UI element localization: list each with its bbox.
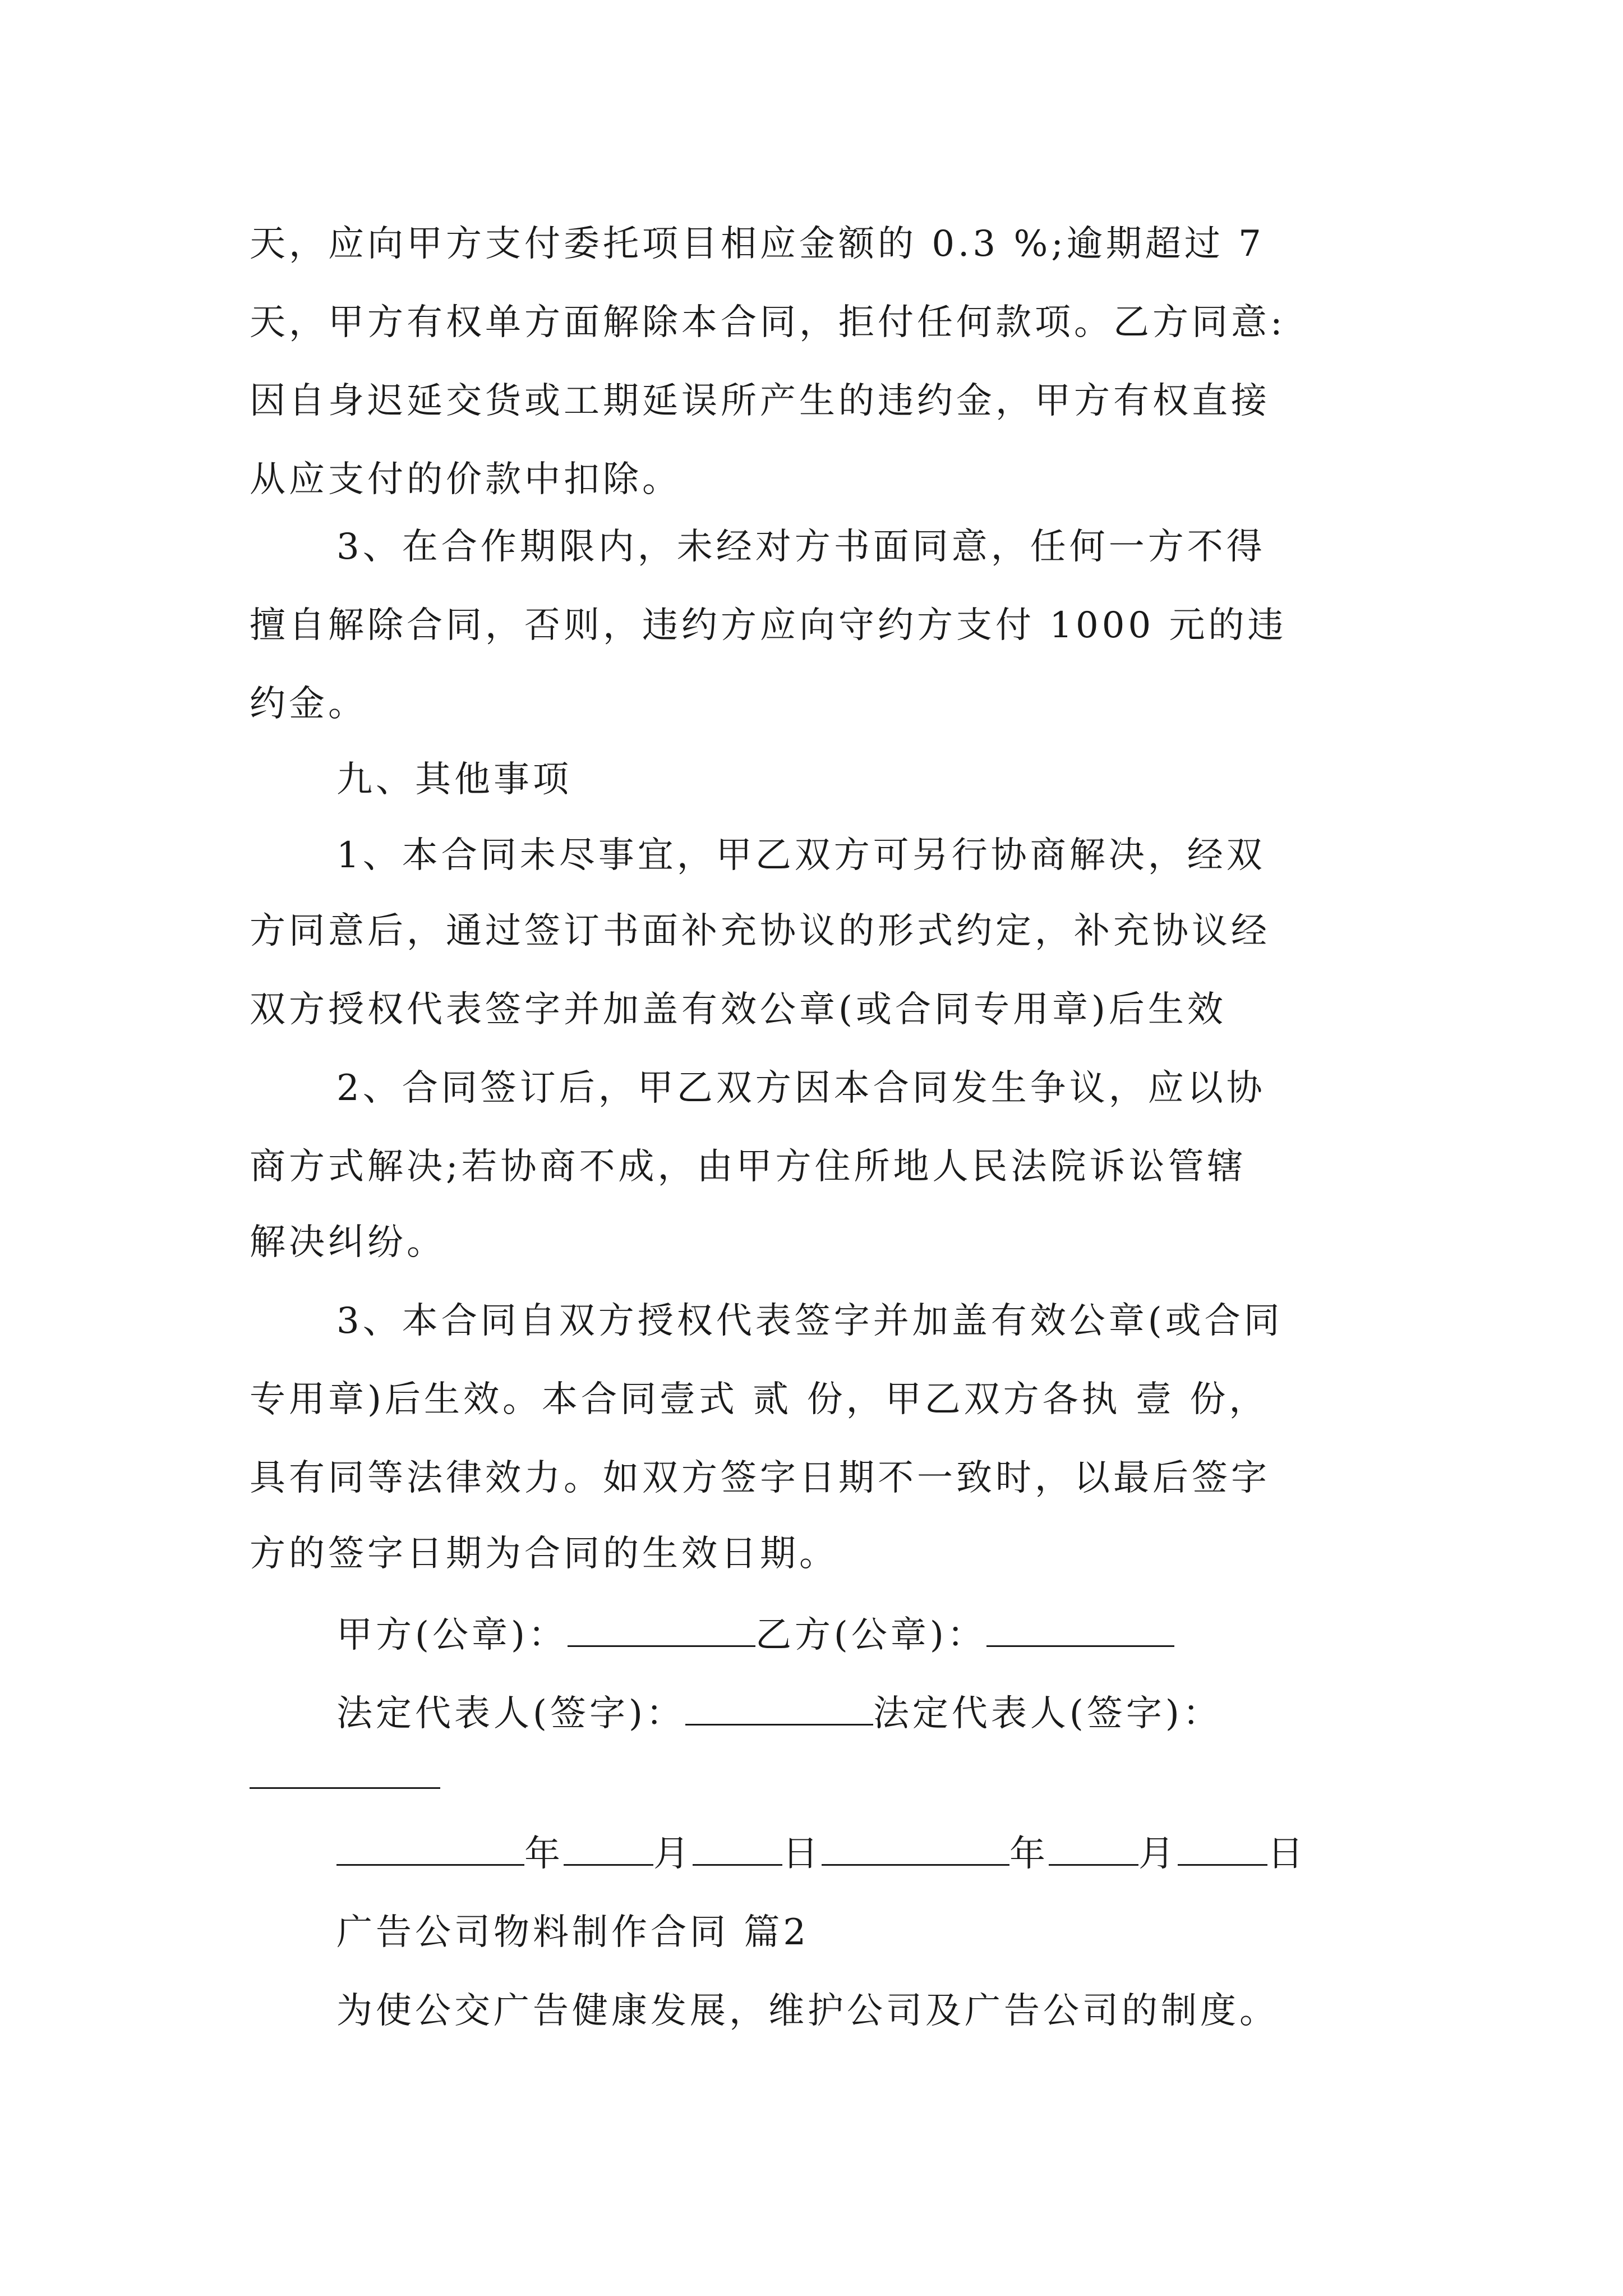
year-label-a: 年: [524, 1833, 564, 1875]
clause-line: 1、本合同未尽事宜，甲乙双方可另行协商解决，经双: [336, 835, 1266, 876]
clause-line: 3、在合作期限内，未经对方书面同意，任何一方不得: [336, 526, 1266, 568]
paragraph-line: 因自身迟延交货或工期延误所产生的违约金，甲方有权直接: [250, 380, 1270, 422]
signature-row-rep: [336, 1688, 1222, 1739]
party-a-seal-blank: [568, 1614, 755, 1647]
party-b-seal-label: 乙方(公章)：: [755, 1614, 986, 1656]
month-label-a: 月: [653, 1833, 693, 1875]
party-a-seal-label: 甲方(公章)：: [336, 1614, 568, 1656]
paragraph-line: 解决纠纷。: [250, 1222, 446, 1263]
party-b-rep-blank: [250, 1787, 440, 1789]
month-blank-b: [1049, 1833, 1138, 1866]
day-label-a: 日: [782, 1833, 822, 1875]
day-blank-b: [1178, 1833, 1267, 1866]
signature-row-seal: [336, 1610, 1174, 1660]
party-a-rep-blank: [685, 1692, 873, 1726]
paragraph-line: 专用章)后生效。本合同壹式 贰 份，甲乙双方各执 壹 份，: [250, 1379, 1269, 1420]
paragraph-line: 为使公交广告健康发展，维护公司及广告公司的制度。: [336, 1990, 1279, 2032]
party-b-rep-label: 法定代表人(签字)：: [873, 1693, 1222, 1734]
year-blank-b: [822, 1833, 1009, 1866]
party-a-rep-label: 法定代表人(签字)：: [336, 1693, 685, 1734]
day-blank-a: [693, 1833, 782, 1866]
month-blank-a: [564, 1833, 653, 1866]
clause-line: 2、合同签订后，甲乙双方因本合同发生争议，应以协: [336, 1068, 1266, 1109]
paragraph-line: 天，甲方有权单方面解除本合同，拒付任何款项。乙方同意:: [250, 302, 1286, 343]
month-label-b: 月: [1138, 1833, 1178, 1875]
clause-line: 3、本合同自双方授权代表签字并加盖有效公章(或合同: [336, 1300, 1283, 1342]
section-heading: 九、其他事项: [336, 759, 572, 800]
paragraph-line: 从应支付的价款中扣除。: [250, 459, 681, 500]
year-blank-a: [336, 1833, 524, 1866]
date-row: [336, 1829, 1307, 1879]
party-b-seal-blank: [986, 1614, 1174, 1647]
paragraph-line: 方的签字日期为合同的生效日期。: [250, 1533, 838, 1575]
paragraph-line: 具有同等法律效力。如双方签字日期不一致时，以最后签字: [250, 1457, 1270, 1499]
year-label-b: 年: [1009, 1833, 1049, 1875]
paragraph-line: 商方式解决;若协商不成，由甲方住所地人民法院诉讼管辖: [250, 1146, 1247, 1188]
paragraph-line: 天，应向甲方支付委托项目相应金额的 0.3 %;逾期超过 7: [250, 223, 1265, 265]
paragraph-line: 方同意后，通过签订书面补充协议的形式约定，补充协议经: [250, 910, 1270, 952]
next-section-title: 广告公司物料制作合同 篇2: [336, 1912, 810, 1953]
paragraph-line: 约金。: [250, 683, 367, 725]
paragraph-line: 双方授权代表签字并加盖有效公章(或合同专用章)后生效: [250, 989, 1227, 1030]
paragraph-line: 擅自解除合同，否则，违约方应向守约方支付 1000 元的违: [250, 605, 1287, 646]
day-label-b: 日: [1267, 1833, 1307, 1875]
